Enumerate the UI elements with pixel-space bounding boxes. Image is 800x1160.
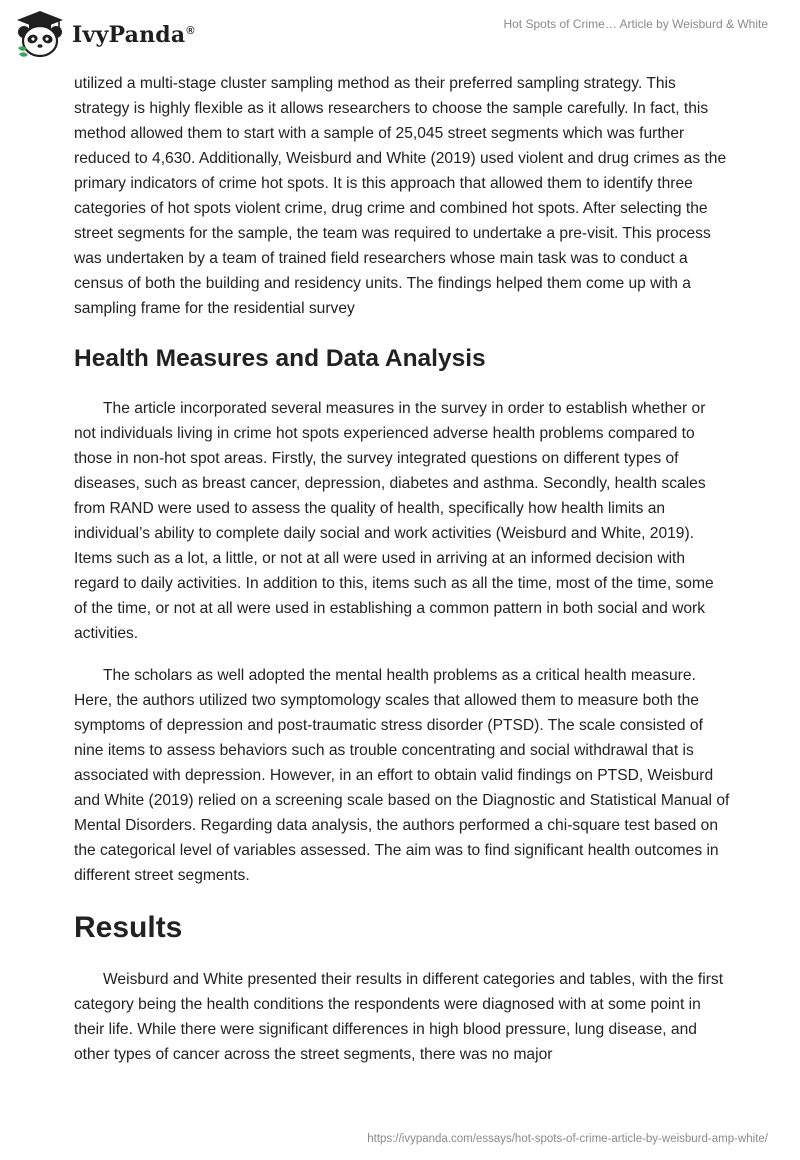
source-url-link[interactable]: https://ivypanda.com/essays/hot-spots-of-crime-article-by-weisburd-amp-white/ [367, 1133, 768, 1145]
paragraph-mental-health: The scholars as well adopted the mental health problems as a critical health measure. Here, the authors utilized two symptomology scales that allowed them to measure both the symptoms of depression and post-traumatic stress disorder (PTSD). The scale consisted of nine items to assess behaviors such as trouble concentrating and social withdrawal that is associated with depression. However, in an effort to obtain valid findings on PTSD, Weisburd and White (2019) relied on a screening scale based on the Diagnostic and Statistical Manual of Mental Disorders. Regarding data analysis, the authors performed a chi-square test based on the categorical level of variables assessed. The aim was to find significant health outcomes in different street segments. [74, 667, 730, 884]
ivypanda-logo[interactable] [14, 8, 195, 60]
running-head: Hot Spots of Crime… Article by Weisburd & White [503, 17, 768, 31]
paragraph-sampling: utilized a multi-stage cluster sampling method as their preferred sampling strategy. This strategy is highly flexible as it allows researchers to choose the sample carefully. In fact, this method allowed them to start with a sample of 25,045 street segments which was further reduced to 4,630. Additionally, Weisburd and White (2019) used violent and drug crimes as the primary indicators of crime hot spots. It is this approach that allowed them to identify three categories of hot spots violent crime, drug crime and combined hot spots. After selecting the street segments for the sample, the team was required to undertake a pre-visit. This process was undertaken by a team of trained field researchers whose main task was to conduct a census of both the building and residency units. The findings helped them come up with a sampling frame for the residential survey [74, 75, 727, 317]
logo-registered-mark: ® [186, 24, 195, 37]
logo-wordmark [72, 22, 195, 48]
paragraph-results: Weisburd and White presented their results in different categories and tables, with the first category being the health conditions the respondents were diagnosed with at some point in their life. While there were significant differences in high blood pressure, lung disease, and other types of cancer across the street segments, there was no major [74, 971, 724, 1063]
heading-health-measures: Health Measures and Data Analysis [74, 345, 486, 372]
logo-text: IvyPanda [72, 22, 186, 48]
panda-graduation-cap-icon [14, 8, 66, 60]
page-header [0, 0, 800, 70]
essay-content [74, 71, 730, 1067]
paragraph-health-measures: The article incorporated several measures in the survey in order to establish whether or not individuals living in crime hot spots experienced adverse health problems compared to those in non-hot spot areas. Firstly, the survey integrated questions on different types of diseases, such as breast cancer, depression, diabetes and asthma. Secondly, health scales from RAND were used to assess the quality of health, specifically how health limits an individual’s ability to complete daily social and work activities (Weisburd and White, 2019). Items such as a lot, a little, or not at all were used in arriving at an informed decision with regard to daily activities. In addition to this, items such as all the time, most of the time, some of the time, or not at all were used in establishing a common pattern in both social and work activities. [74, 400, 714, 642]
heading-results: Results [74, 911, 183, 944]
